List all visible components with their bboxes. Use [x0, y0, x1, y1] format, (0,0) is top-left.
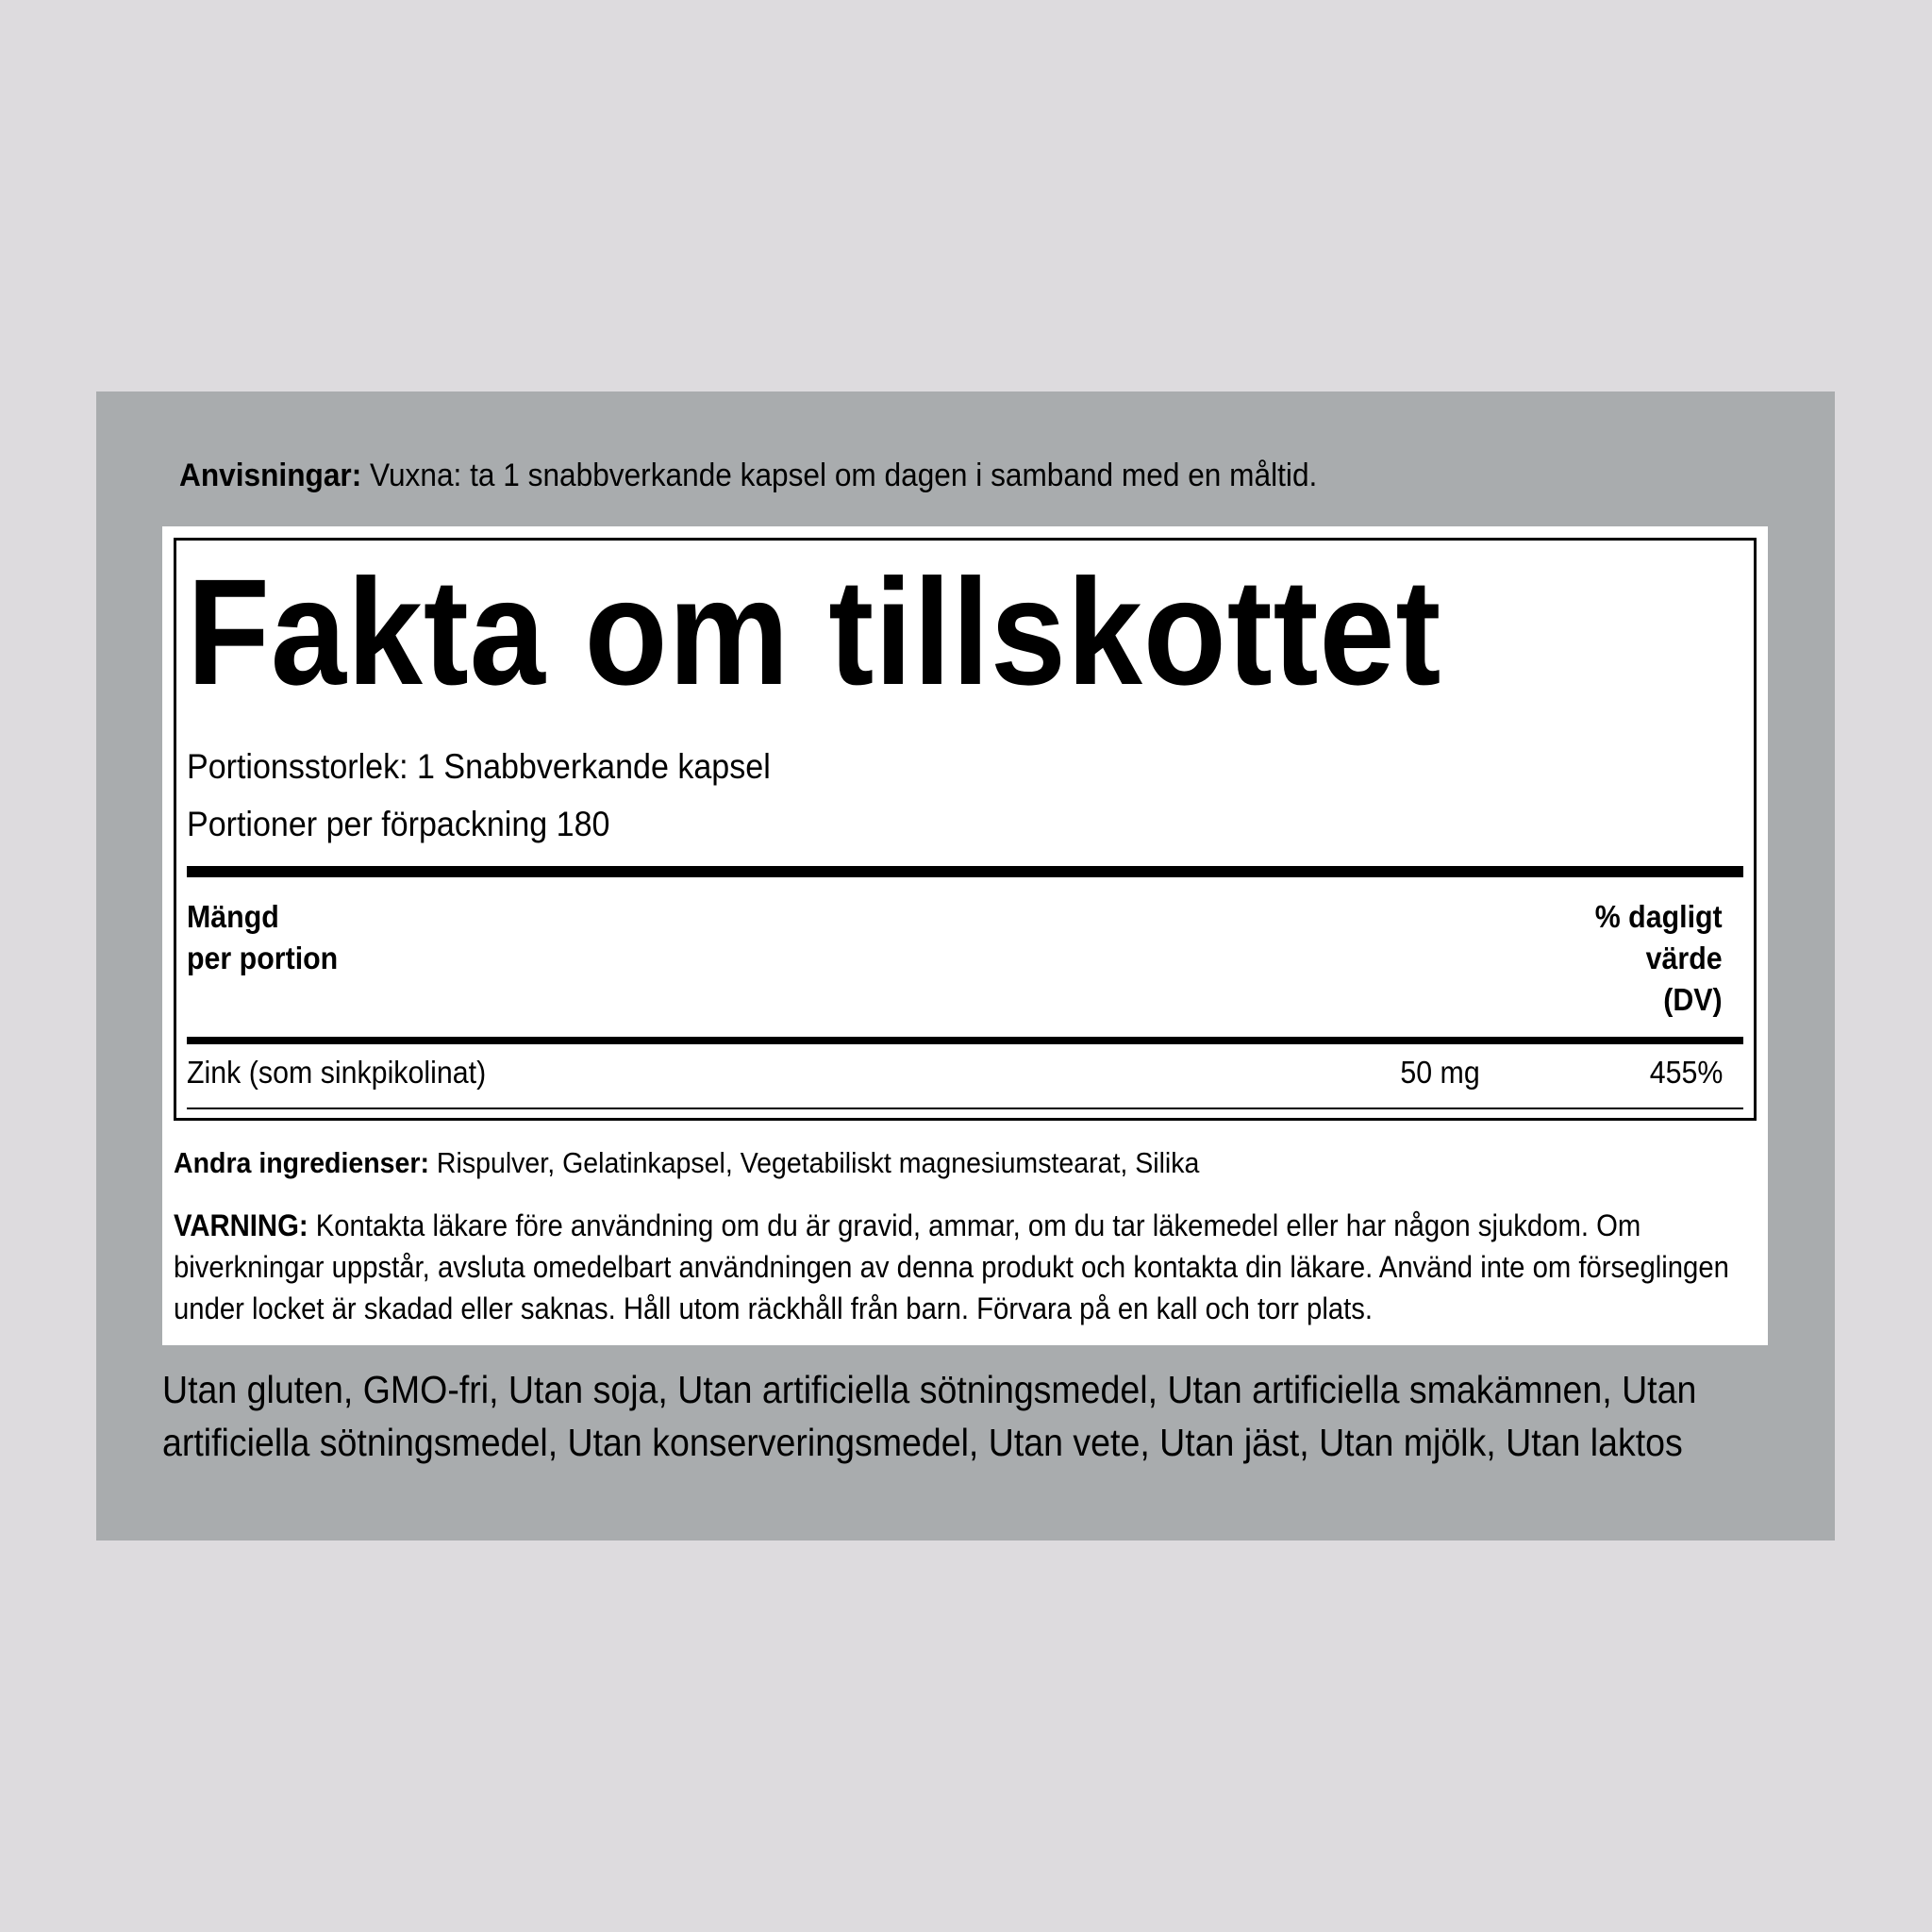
directions-text: Vuxna: ta 1 snabbverkande kapsel om dagen i samband med en måltid.: [361, 458, 1318, 493]
other-ingredients-text: Rispulver, Gelatinkapsel, Vegetabiliskt magnesiumstearat, Silika: [428, 1146, 1200, 1179]
amount-header: [187, 896, 338, 979]
nutrient-amount: 50 mg: [1400, 1055, 1480, 1090]
thick-divider: [187, 866, 1743, 877]
facts-title: Fakta om tillskottet: [187, 547, 1442, 716]
thin-divider: [187, 1108, 1743, 1109]
medium-divider: [187, 1037, 1743, 1044]
directions: [179, 451, 1317, 500]
other-ingredients-label: Andra ingredienser:: [174, 1146, 429, 1179]
warning-text: Kontakta läkare före användning om du är gravid, ammar, om du tar läkemedel eller har någon sjukdom. Om biverkningar uppstår, avsluta omedelbart användningen av denna produkt och kontakta din läkare. Använd inte om förseglingen under locket är skadad eller saknas. Håll utom räckhåll från barn. Förvara på en kall och torr plats.: [174, 1208, 1729, 1325]
servings-per-container: Portioner per förpackning 180: [187, 805, 610, 843]
warning-label: VARNING:: [174, 1208, 308, 1242]
dv-header-line3: (DV): [1663, 982, 1723, 1017]
dv-header: [1595, 896, 1723, 1021]
dv-header-line2: värde: [1645, 941, 1723, 975]
amount-header-line2: per portion: [187, 941, 339, 975]
serving-size: Portionsstorlek: 1 Snabbverkande kapsel: [187, 747, 771, 786]
amount-header-line1: Mängd: [187, 899, 279, 934]
directions-label: Anvisningar:: [179, 458, 362, 493]
nutrient-name: Zink (som sinkpikolinat): [187, 1055, 487, 1090]
other-ingredients: [174, 1142, 1199, 1184]
nutrient-dv: 455%: [1649, 1055, 1723, 1090]
dv-header-line1: % dagligt: [1595, 899, 1723, 934]
warning: [174, 1205, 1744, 1329]
free-from-claims: Utan gluten, GMO-fri, Utan soja, Utan artificiella sötningsmedel, Utan artificiella smakämnen, Utan artificiella sötningsmedel, Utan konserveringsmedel, Utan vete, Utan jäst, Utan mjölk, Utan laktos: [162, 1368, 1697, 1464]
